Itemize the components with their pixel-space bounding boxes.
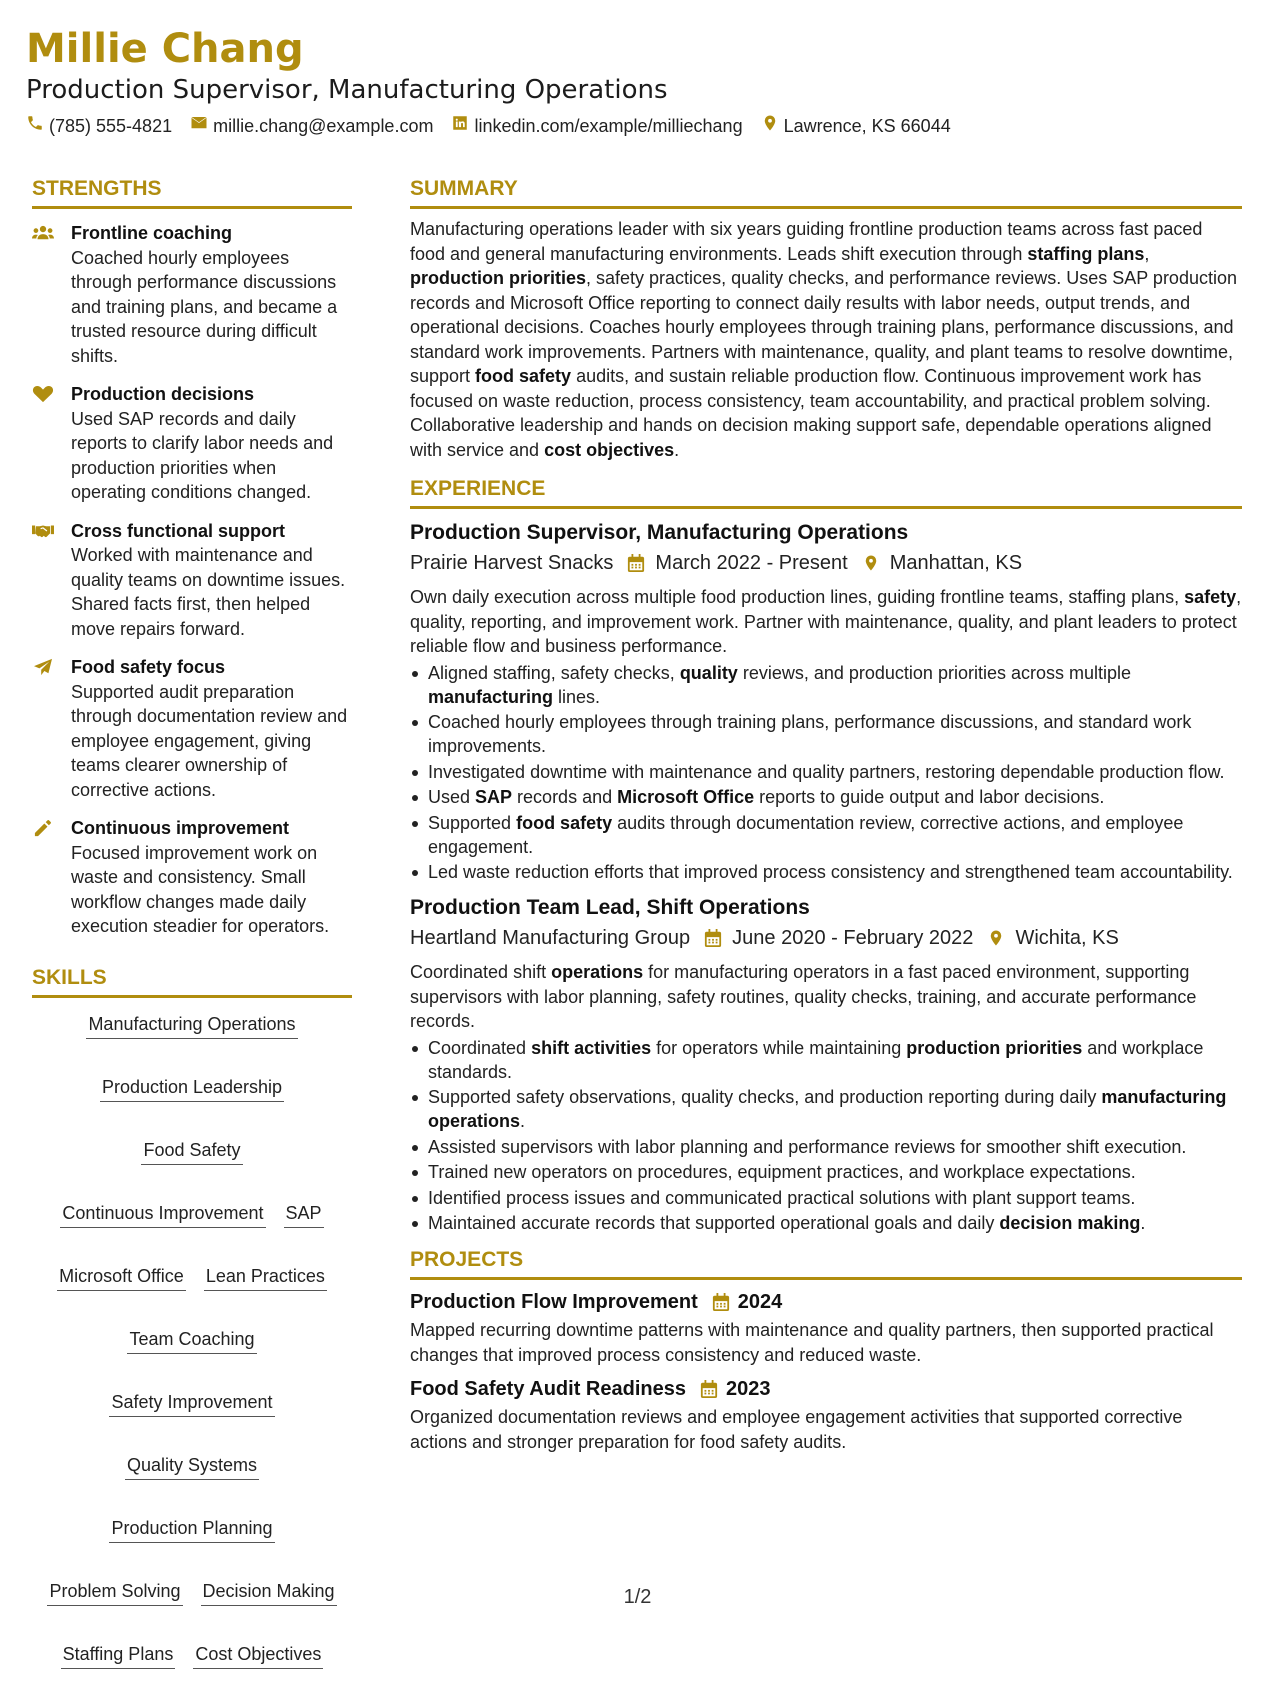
text-run: Led waste reduction efforts that improved process consistency and strengthened team accountability. xyxy=(428,862,1233,882)
skill-tag: Decision Making xyxy=(201,1579,337,1606)
emphasis-text: food safety xyxy=(516,812,613,833)
emphasis-text: SAP xyxy=(475,787,513,807)
bullet-item xyxy=(410,661,1242,709)
calendar-icon xyxy=(627,553,645,573)
job-meta xyxy=(410,924,1242,952)
skills-heading: SKILLS xyxy=(32,965,352,998)
page-number: 1/2 xyxy=(623,1586,652,1608)
emphasis-text: food safety xyxy=(475,366,572,386)
users-icon xyxy=(32,221,71,368)
text-run: Assisted supervisors with labor planning and performance reviews for smoother shift execution. xyxy=(428,1136,1187,1157)
strength-desc: Worked with maintenance and quality teams on downtime issues. Shared facts first, then helped move repairs forward. xyxy=(71,545,346,639)
skill-tag: Safety Improvement xyxy=(109,1390,274,1417)
bullet-item xyxy=(410,1036,1242,1084)
strength-item xyxy=(32,382,352,505)
skill-tag: Lean Practices xyxy=(204,1264,327,1291)
text-run: , safety practices, quality checks, and performance reviews. Uses SAP production records and Microsoft Office reporting to connect daily results with labor needs, output trends, and operational decisions. Coaches hourly employees through training plans, performance discussions, and standard work improvements. Partners with maintenance, quality, and plant teams to resolve downtime, support xyxy=(410,268,1237,386)
job-dates: June 2020 - February 2022 xyxy=(732,927,974,949)
skill-tag: Team Coaching xyxy=(127,1327,256,1354)
right-column xyxy=(410,176,1242,1454)
company-name: Prairie Harvest Snacks xyxy=(410,552,614,574)
text-run: Investigated downtime with maintenance and quality partners, restoring dependable production flow. xyxy=(428,761,1225,782)
calendar-icon xyxy=(700,1379,718,1399)
text-run: lines. xyxy=(553,686,601,707)
emphasis-text: Microsoft Office xyxy=(617,787,755,807)
skill-tag: Production Planning xyxy=(109,1516,274,1543)
skill-tag: Microsoft Office xyxy=(57,1264,186,1291)
bullet-item xyxy=(410,811,1242,859)
contact-linkedin[interactable] xyxy=(451,114,742,138)
candidate-name: Millie Chang xyxy=(26,26,304,72)
strength-item xyxy=(32,221,352,368)
strength-title: Cross functional support xyxy=(71,520,286,541)
emphasis-text: production priorities xyxy=(410,268,587,288)
text-run: Maintained accurate records that supported operational goals and daily xyxy=(428,1213,1000,1233)
envelope-icon xyxy=(190,114,208,138)
linkedin-icon xyxy=(451,114,469,138)
project-desc: Mapped recurring downtime patterns with maintenance and quality partners, then supported practical changes that improved process consistency and reduced waste. xyxy=(410,1320,1214,1365)
skills-section xyxy=(32,965,352,1687)
text-run: , xyxy=(1144,243,1150,264)
experience-heading: EXPERIENCE xyxy=(410,476,1242,509)
text-run: Own daily execution across multiple food production lines, guiding frontline teams, staffing plans, xyxy=(410,587,1185,607)
text-run: . xyxy=(520,1111,526,1131)
map-pin-icon xyxy=(862,553,880,573)
projects-section xyxy=(410,1247,1242,1454)
projects-heading: PROJECTS xyxy=(410,1247,1242,1280)
text-run: audits, and sustain reliable production flow. Continuous improvement work has focused on waste reduction, process consistency, team accountability, and practical problem solving. Collaborative leadership and hands on decision making support safe, dependable operations aligned with service and xyxy=(410,366,1212,460)
strength-desc: Supported audit preparation through documentation review and employee engagement, giving teams clearer ownership of corrective actions. xyxy=(71,681,348,800)
text-run: records and xyxy=(512,787,618,807)
text-run: Trained new operators on procedures, equipment practices, and workplace expectations. xyxy=(428,1162,1136,1182)
bullet-item xyxy=(410,1186,1242,1210)
text-run: Identified process issues and communicated practical solutions with plant support teams. xyxy=(428,1187,1136,1208)
text-run: Coordinated shift xyxy=(410,962,552,982)
project-year: 2023 xyxy=(725,1378,771,1400)
strength-desc: Used SAP records and daily reports to clarify labor needs and production priorities when operating conditions changed. xyxy=(71,408,334,502)
job-entry xyxy=(410,519,1242,884)
strength-title: Food safety focus xyxy=(71,657,226,677)
skill-tag: SAP xyxy=(284,1201,324,1228)
text-run: for manufacturing operators in a fast paced environment, supporting supervisors with labor planning, safety routines, quality checks, training, and accurate performance records. xyxy=(410,962,1197,1031)
phone-icon xyxy=(26,114,44,138)
contact-bar xyxy=(26,114,1246,138)
skill-tag: Food Safety xyxy=(141,1138,242,1165)
bullet-item xyxy=(410,710,1242,758)
job-meta xyxy=(410,549,1242,577)
emphasis-text: production priorities xyxy=(906,1037,1083,1058)
bullet-item xyxy=(410,1160,1242,1184)
candidate-title: Production Supervisor, Manufacturing Operations xyxy=(26,75,668,105)
skill-tag: Problem Solving xyxy=(47,1579,182,1606)
contact-phone xyxy=(26,114,172,138)
text-run: . xyxy=(1140,1213,1146,1233)
text-run: Aligned staffing, safety checks, xyxy=(428,662,680,683)
strength-title: Continuous improvement xyxy=(71,818,290,838)
paper-plane-icon xyxy=(32,655,71,802)
strength-title: Frontline coaching xyxy=(71,223,233,243)
job-description xyxy=(410,960,1242,1034)
calendar-icon xyxy=(704,928,722,948)
text-run: Supported xyxy=(428,812,517,833)
skill-tag: Production Leadership xyxy=(100,1075,284,1102)
text-run: , quality, reporting, and improvement work. Partner with maintenance, quality, and plant leaders to protect reliable flow and business performance. xyxy=(410,587,1242,656)
emphasis-text: cost objectives xyxy=(544,439,675,460)
job-title: Production Supervisor, Manufacturing Operations xyxy=(410,521,909,544)
contact-location xyxy=(761,114,951,138)
job-location: Wichita, KS xyxy=(1015,927,1119,949)
location-text: Lawrence, KS 66044 xyxy=(783,116,951,136)
text-run: for operators while maintaining xyxy=(651,1037,907,1058)
emphasis-text: operations xyxy=(551,962,644,982)
skill-tag: Cost Objectives xyxy=(193,1642,323,1669)
skill-tag: Manufacturing Operations xyxy=(86,1012,297,1039)
job-title: Production Team Lead, Shift Operations xyxy=(410,896,810,919)
strength-title: Production decisions xyxy=(71,384,255,404)
strengths-list xyxy=(32,221,352,939)
left-column xyxy=(32,176,352,1687)
text-run: audits through documentation review, corrective actions, and employee engagement. xyxy=(428,812,1184,857)
emphasis-text: safety xyxy=(1184,587,1237,607)
handshake-icon xyxy=(32,519,71,642)
text-run: Manufacturing operations leader with six years guiding frontline production teams across fast paced food and general manufacturing environments. Leads shift execution through xyxy=(410,219,1203,264)
map-pin-icon xyxy=(987,928,1005,948)
job-location: Manhattan, KS xyxy=(889,552,1023,574)
strength-item xyxy=(32,816,352,939)
experience-section xyxy=(410,476,1242,1235)
project-desc: Organized documentation reviews and employee engagement activities that supported corrective actions and stronger preparation for food safety audits. xyxy=(410,1407,1183,1452)
linkedin-link[interactable]: linkedin.com/example/milliechang xyxy=(474,116,743,136)
project-item xyxy=(410,1288,1242,1367)
pencil-icon xyxy=(32,816,71,939)
emphasis-text: manufacturing xyxy=(428,686,554,707)
emphasis-text: decision making xyxy=(999,1213,1141,1233)
summary-text xyxy=(410,217,1242,462)
project-item xyxy=(410,1375,1242,1454)
jobs-list xyxy=(410,519,1242,1235)
project-title: Production Flow Improvement xyxy=(410,1291,698,1313)
text-run: Supported safety observations, quality checks, and production reporting during daily xyxy=(428,1087,1102,1107)
company-name: Heartland Manufacturing Group xyxy=(410,927,691,949)
text-run: and workplace standards. xyxy=(428,1037,1204,1082)
resume-header xyxy=(26,26,1246,138)
summary-heading: SUMMARY xyxy=(410,176,1242,209)
bullet-item xyxy=(410,860,1242,884)
emphasis-text: shift activities xyxy=(531,1037,652,1058)
strength-item xyxy=(32,655,352,802)
emphasis-text: manufacturing operations xyxy=(428,1087,1227,1131)
phone-text: (785) 555-4821 xyxy=(49,116,173,136)
skill-tag: Staffing Plans xyxy=(61,1642,176,1669)
calendar-icon xyxy=(712,1292,730,1312)
job-entry xyxy=(410,894,1242,1235)
bullet-item xyxy=(410,1211,1242,1235)
map-pin-icon xyxy=(761,114,779,138)
heart-icon xyxy=(32,382,71,505)
job-bullets xyxy=(410,661,1242,885)
skill-tag: Quality Systems xyxy=(125,1453,259,1480)
job-bullets xyxy=(410,1036,1242,1236)
strengths-heading: STRENGTHS xyxy=(32,176,352,209)
text-run: Coached hourly employees through training plans, performance discussions, and standard work improvements. xyxy=(428,712,1192,756)
text-run: Used xyxy=(428,787,476,807)
bullet-item xyxy=(410,1135,1242,1159)
job-description xyxy=(410,585,1242,659)
emphasis-text: staffing plans xyxy=(1027,243,1145,264)
contact-email[interactable] xyxy=(190,114,433,138)
text-run: . xyxy=(674,439,680,460)
strength-desc: Focused improvement work on waste and consistency. Small workflow changes made daily execution steadier for operators. xyxy=(71,842,330,936)
bullet-item xyxy=(410,785,1242,809)
bullet-item xyxy=(410,1085,1242,1133)
bullet-item xyxy=(410,760,1242,784)
project-title: Food Safety Audit Readiness xyxy=(410,1378,686,1400)
email-link[interactable]: millie.chang@example.com xyxy=(213,116,434,136)
emphasis-text: quality xyxy=(679,662,738,683)
strength-item xyxy=(32,519,352,642)
skill-tag: Continuous Improvement xyxy=(60,1201,265,1228)
project-year: 2024 xyxy=(737,1291,783,1313)
text-run: reports to guide output and labor decisions. xyxy=(754,787,1105,807)
job-dates: March 2022 - Present xyxy=(655,552,848,574)
text-run: Coordinated xyxy=(428,1037,532,1058)
strength-desc: Coached hourly employees through performance discussions and training plans, and became a trusted resource during difficult shifts. xyxy=(71,247,338,366)
text-run: reviews, and production priorities across multiple xyxy=(737,662,1131,683)
